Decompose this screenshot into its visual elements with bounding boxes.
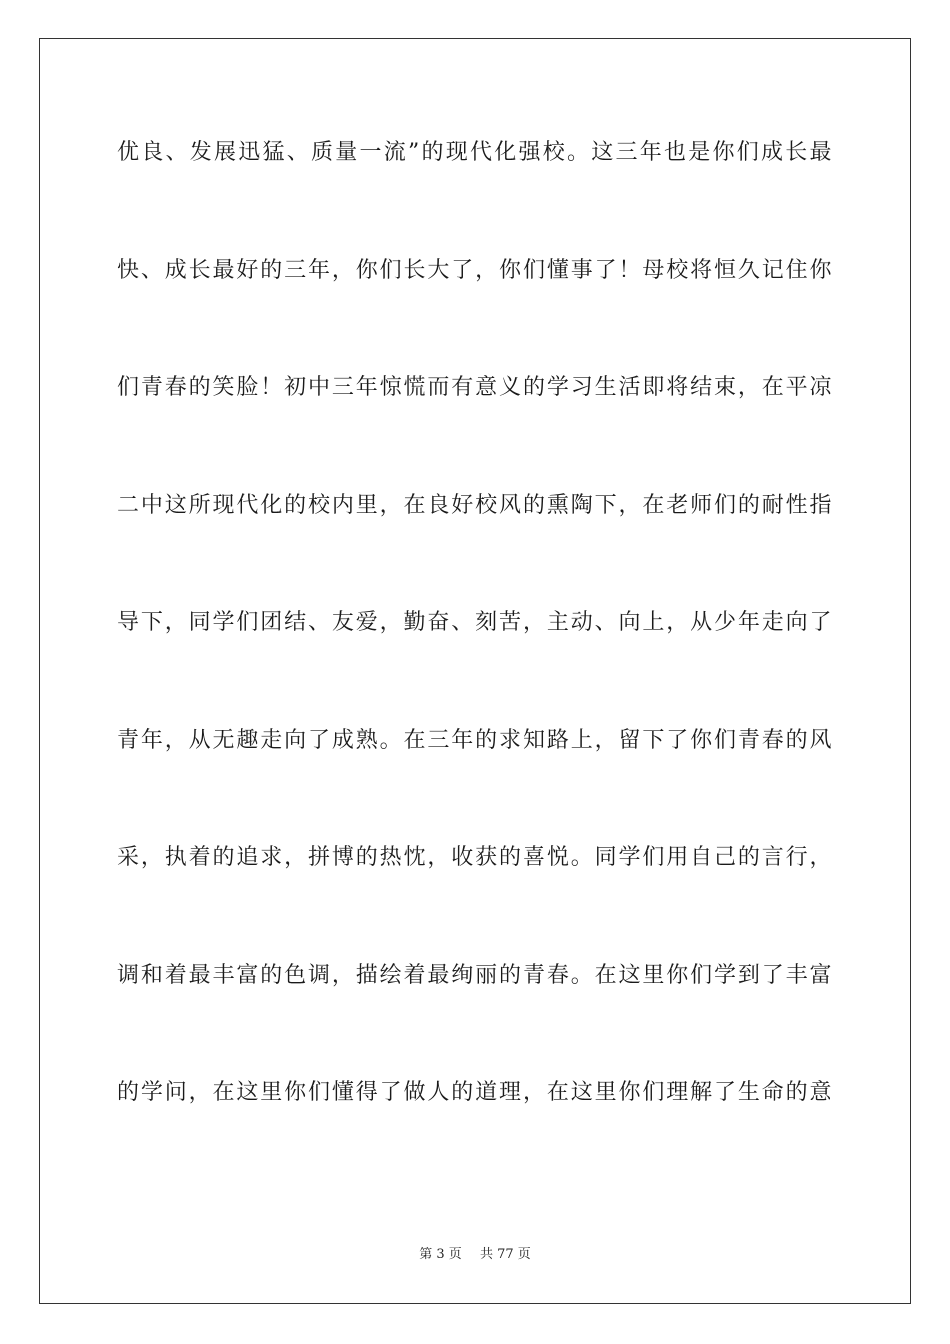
page-footer [0, 1245, 950, 1265]
text-line: 优良、发展迅猛、质量一流”的现代化强校。这三年也是你们成长最 [117, 140, 833, 165]
text-line: 导下，同学们团结、友爱，勤奋、刻苦，主动、向上，从少年走向了 [117, 610, 833, 635]
text-line: 的学问，在这里你们懂得了做人的道理，在这里你们理解了生命的意 [117, 1080, 833, 1105]
page-total: 共 77 页 [479, 1247, 531, 1262]
text-line: 快、成长最好的三年，你们长大了，你们懂事了！母校将恒久记住你 [117, 257, 833, 283]
text-line: 们青春的笑脸！初中三年惊慌而有意义的学习生活即将结束，在平凉 [117, 375, 833, 400]
page-number: 第 3 页 [419, 1247, 462, 1262]
document-body [117, 128, 833, 1186]
text-line: 调和着最丰富的色调，描绘着最绚丽的青春。在这里你们学到了丰富 [117, 962, 833, 988]
text-line: 采，执着的追求，拼博的热忱，收获的喜悦。同学们用自己的言行， [117, 845, 833, 870]
text-line: 青年，从无趣走向了成熟。在三年的求知路上，留下了你们青春的风 [117, 727, 833, 753]
text-line: 二中这所现代化的校内里，在良好校风的熏陶下，在老师们的耐性指 [117, 492, 833, 518]
